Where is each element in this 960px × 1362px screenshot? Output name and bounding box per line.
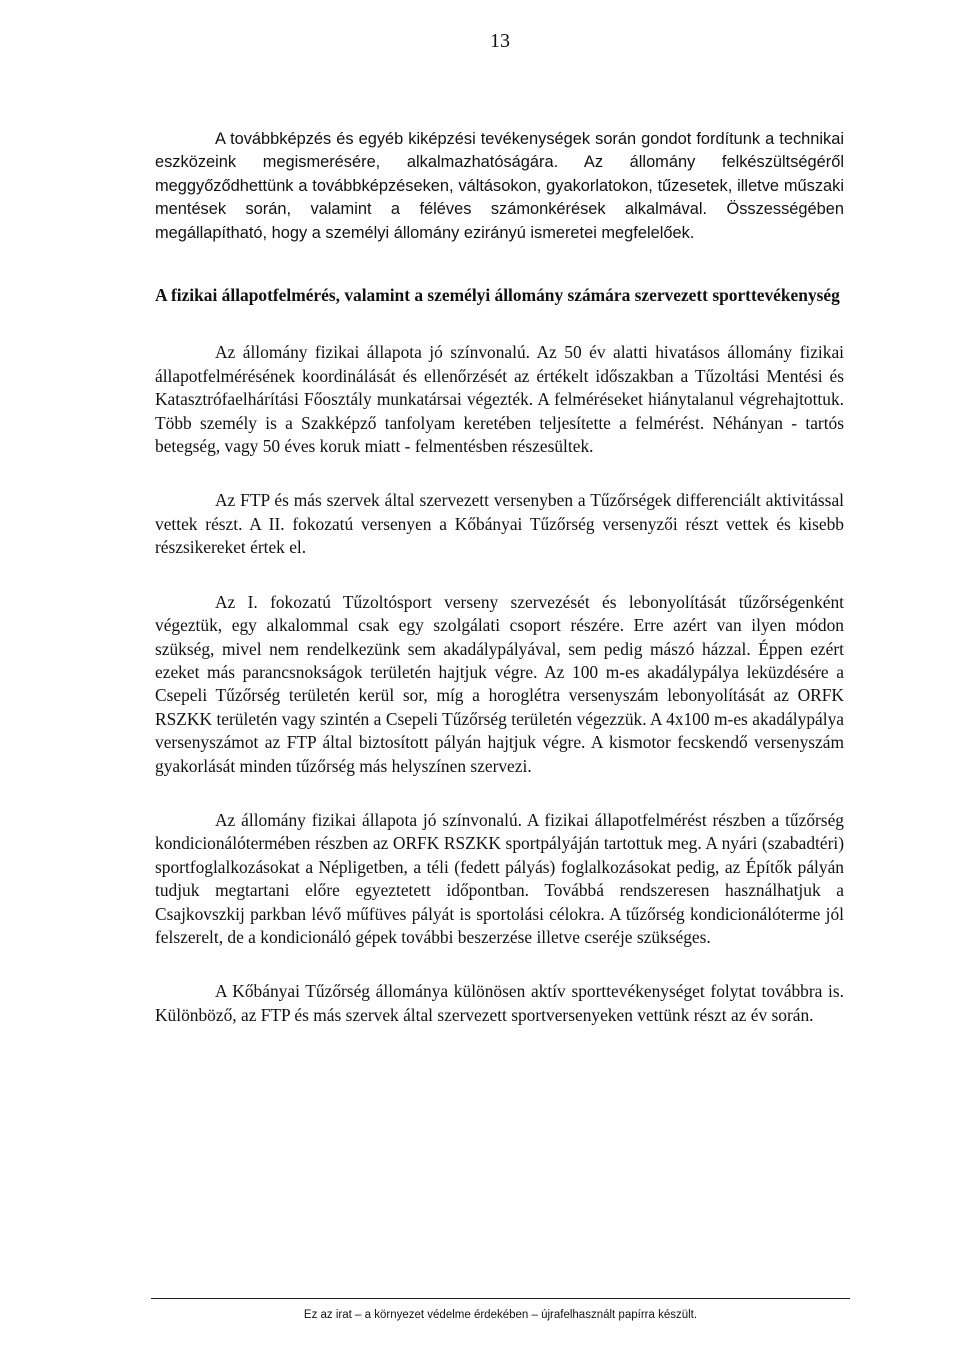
spacer <box>155 307 844 341</box>
paragraph-sport-activity: A Kőbányai Tűzőrség állománya különösen aktív sporttevékenységet folytat továbbra is. Különböző, az FTP és más szervek által szervezett sportversenyeken vettünk részt az év során. <box>155 981 844 1025</box>
spacer <box>155 458 844 489</box>
footer-note: Ez az irat – a környezet védelme érdekében – újrafelhasznált papírra készült. <box>303 1309 698 1321</box>
section-heading: A fizikai állapotfelmérés, valamint a személyi állomány számára szervezett sporttevékenység <box>155 285 840 306</box>
footer-divider <box>151 1298 850 1299</box>
paragraph-firesport-competition: Az I. fokozatú Tűzoltósport verseny szervezését és lebonyolítását tűzőrségenként végeztük, egy alkalommal csak egy szolgálati csoport részére. Erre azért van ilyen módon szükség, mivel nem rendelkezünk sem akadálypályával, sem pedig mászó házzal. Éppen ezért ezeket más parancsnokságok területén hajtjuk végre. Az 100 m-es akadálypálya leküzdésére a Csepeli Tűzőrség területén kerül sor, míg a horoglétra versenyszám lebonyolítását az ORFK RSZKK területén vagy szintén a Csepeli Tűzőrség területén végezzük. A 4x100 m-es akadálypálya versenyszámot az FTP által biztosított pályán hajtjuk végre. A kismotor fecskendő versenyszám gyakorlását minden tűzőrség más helyszínen szervezi. <box>155 591 844 776</box>
paragraph-sport-facilities: Az állomány fizikai állapota jó színvonalú. A fizikai állapotfelmérést részben a tűzőrség kondicionálótermében részben az ORFK RSZKK sportpályáján tartottuk meg. A nyári (szabadtéri) sportfoglalkozásokat a Népligetben, a téli (fedett pályás) foglalkozásokat pedig, az Építők pályán tudjuk megtartani előre egyeztetett időpontban. Továbbá rendszeresen használhatjuk a Csajkovszkij parkban lévő műfüves pályát is sportolási célokra. A tűzőrség kondicionálóterme jól felszerelt, de a kondicionáló gépek további beszerzése illetve cseréje szükséges. <box>155 809 844 947</box>
spacer <box>155 949 844 980</box>
spacer <box>155 560 844 591</box>
paragraph-training: A továbbképzés és egyéb kiképzési tevékenységek során gondot fordítunk a technikai eszközeink megismerésére, alkalmazhatóságára. Az állomány felkészültségéről meggyőződhettünk a továbbképzéseken, váltásokon, gyakorlatokon, tűzesetek, illetve műszaki mentések során, valamint a féléves számonkérések alkalmával. Összességében megállapítható, hogy a személyi állomány ezirányú ismeretei megfelelőek. <box>155 130 844 242</box>
document-body <box>155 128 844 1027</box>
spacer <box>155 245 844 284</box>
page-number: 13 <box>490 30 510 52</box>
spacer <box>155 778 844 809</box>
paragraph-physical-assessment: Az állomány fizikai állapota jó színvonalú. Az 50 év alatti hivatásos állomány fizikai állapotfelmérésének koordinálását és ellenőrzését az értékelt időszakban a Tűzoltási Mentési és Katasztrófaelhárítási Főosztály munkatársai végezték. A felméréseket hiánytalanul végrehajtottuk. Több személy is a Szakképző tanfolyam keretében teljesítette a felmérést. Néhányan - tartós betegség, vagy 50 éves koruk miatt - felmentésben részesültek. <box>155 342 844 457</box>
paragraph-ftp-competition: Az FTP és más szervek által szervezett versenyben a Tűzőrségek differenciált aktivitással vettek részt. A II. fokozatú versenyen a Kőbányai Tűzőrség versenyzői részt vettek és kisebb részsikereket értek el. <box>155 490 844 558</box>
